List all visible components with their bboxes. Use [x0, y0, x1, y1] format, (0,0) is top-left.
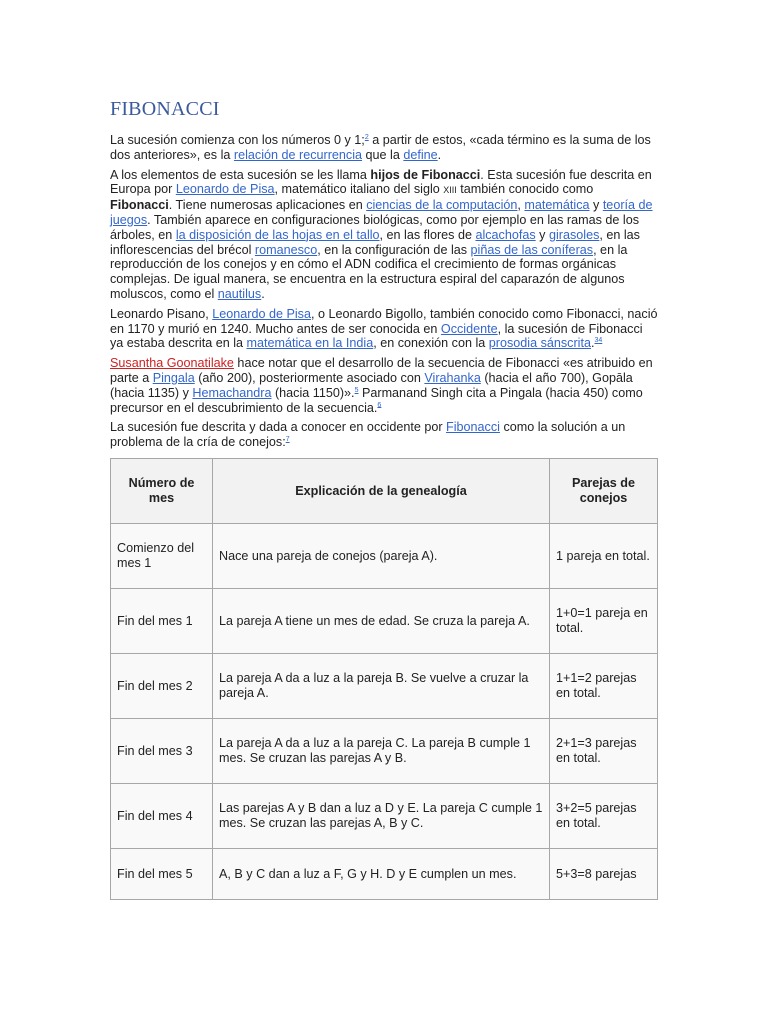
link-disposicion-hojas[interactable]: la disposición de las hojas en el tallo [175, 227, 380, 242]
table-row [111, 588, 658, 653]
link-romanesco[interactable]: romanesco [254, 242, 318, 257]
paragraph-conejos: La sucesión fue descrita y dada a conocer en occidente por Fibonacci como la solución a un problema de la cría de conejos:$^7$ [110, 420, 626, 450]
cell-month: Fin del mes 4 [111, 783, 213, 848]
reference-3[interactable]: 3 [594, 337, 599, 345]
link-alcachofas[interactable]: alcachofas [475, 227, 536, 242]
header-numero-mes: Número de mes [111, 458, 213, 523]
link-relacion-recurrencia[interactable]: relación de recurrencia [233, 147, 363, 162]
cell-pairs: 1 pareja en total. [550, 523, 658, 588]
link-occidente[interactable]: Occidente [440, 321, 498, 336]
link-hemachandra[interactable]: Hemachandra [192, 385, 272, 400]
link-pingala[interactable]: Pingala [152, 370, 195, 385]
cell-pairs: 2+1=3 parejas en total. [550, 718, 658, 783]
table-row [111, 783, 658, 848]
reference-6[interactable]: 6 [377, 401, 382, 409]
cell-pairs: 1+0=1 pareja en total. [550, 588, 658, 653]
page-title: FIBONACCI [110, 98, 220, 120]
reference-4[interactable]: 4 [598, 337, 603, 345]
cell-explanation: La pareja A da a luz a la pareja B. Se vuelve a cruzar la pareja A. [213, 653, 550, 718]
cell-month: Fin del mes 5 [111, 848, 213, 899]
paragraph-pisano: Leonardo Pisano, Leonardo de Pisa, o Leonardo Bigollo, también conocido como Fibonacci, nació en 1170 y murió en 1240. Mucho antes de ser conocida en Occidente, la sucesión de Fibonacci ya estaba descrita en la matemática en la India, en conexión con la prosodia sánscrita.$^{34}$ [110, 306, 658, 351]
link-define[interactable]: define [403, 147, 438, 162]
paragraph-intro: La sucesión comienza con los números 0 y 1;$^2$ a partir de estos, «cada término es la suma de los dos anteriores», es la relación de recurrencia que la define. [110, 133, 651, 162]
cell-explanation: A, B y C dan a luz a F, G y H. D y E cumplen un mes. [213, 848, 550, 899]
article [110, 98, 658, 900]
header-explicacion: Explicación de la genealogía [213, 458, 550, 523]
header-parejas: Parejas de conejos [550, 458, 658, 523]
cell-explanation: Las parejas A y B dan a luz a D y E. La pareja C cumple 1 mes. Se cruzan las parejas A, B y C. [213, 783, 550, 848]
cell-explanation: La pareja A tiene un mes de edad. Se cruza la pareja A. [213, 588, 550, 653]
link-pinas-coniferas[interactable]: piñas de las coníferas [470, 242, 594, 257]
table-row [111, 718, 658, 783]
cell-explanation: La pareja A da a luz a la pareja C. La pareja B cumple 1 mes. Se cruzan las parejas A y B. [213, 718, 550, 783]
century-xiii: XIII [443, 185, 457, 196]
cell-month: Fin del mes 3 [111, 718, 213, 783]
table-header-row [111, 458, 658, 523]
genealogy-table [110, 458, 658, 900]
reference-5[interactable]: 5 [354, 386, 359, 394]
reference-2[interactable]: 2 [364, 133, 369, 141]
link-girasoles[interactable]: girasoles [548, 227, 600, 242]
paragraph-goonatilake: Susantha Goonatilake hace notar que el desarrollo de la secuencia de Fibonacci «es atribuido en parte a Pingala (año 200), posteriormente asociado con Virahanka (hacia el año 700), Gopāla (hacia 1135) y Hemachandra (hacia 1150)».$^5$ Parmanand Singh cita a Pingala (hacia 450) como precursor en el descubrimiento de la secuencia.$^6$ [110, 356, 653, 415]
cell-pairs: 1+1=2 parejas en total. [550, 653, 658, 718]
link-matematica[interactable]: matemática [524, 198, 590, 213]
table-row [111, 523, 658, 588]
cell-month: Fin del mes 2 [111, 653, 213, 718]
cell-explanation: Nace una pareja de conejos (pareja A). [213, 523, 550, 588]
cell-pairs: 5+3=8 parejas [550, 848, 658, 899]
link-prosodia-sanscrita[interactable]: prosodia sánscrita [488, 336, 591, 351]
link-virahanka[interactable]: Virahanka [424, 370, 481, 385]
cell-month: Comienzo del mes 1 [111, 523, 213, 588]
link-matematica-india[interactable]: matemática en la India [246, 336, 374, 351]
link-teoria-juegos[interactable]: teoría de juegos [110, 198, 653, 227]
link-leonardo-de-pisa[interactable]: Leonardo de Pisa [175, 182, 275, 197]
cell-month: Fin del mes 1 [111, 588, 213, 653]
table-row [111, 653, 658, 718]
link-leonardo-de-pisa-2[interactable]: Leonardo de Pisa [212, 306, 311, 321]
table-row [111, 848, 658, 899]
link-ciencias-computacion[interactable]: ciencias de la computación [366, 198, 518, 213]
paragraph-hijos: A los elementos de esta sucesión se les llama hijos de Fibonacci. Esta sucesión fue descrita en Europa por Leonardo de Pisa, matemático italiano del siglo XIII también conocido como Fibonacci. Tiene numerosas aplicaciones en ciencias de la computación, matemática y teoría de juegos. También aparece en configuraciones biológicas, como por ejemplo en las ramas de los árboles, en la disposición de las hojas en el tallo, en las flores de alcachofas y girasoles, en las inflorescencias del brécol romanesco, en la configuración de las piñas de las coníferas, en la reproducción de los conejos y en cómo el ADN codifica el crecimiento de formas orgánicas complejas. De igual manera, se encuentra en la estructura espiral del caparazón de algunos moluscos, como el nautilus. [110, 167, 653, 301]
cell-pairs: 3+2=5 parejas en total. [550, 783, 658, 848]
link-susantha-goonatilake[interactable]: Susantha Goonatilake [110, 356, 234, 371]
reference-7[interactable]: 7 [285, 435, 290, 443]
link-fibonacci[interactable]: Fibonacci [446, 420, 500, 435]
link-nautilus[interactable]: nautilus [217, 286, 262, 301]
